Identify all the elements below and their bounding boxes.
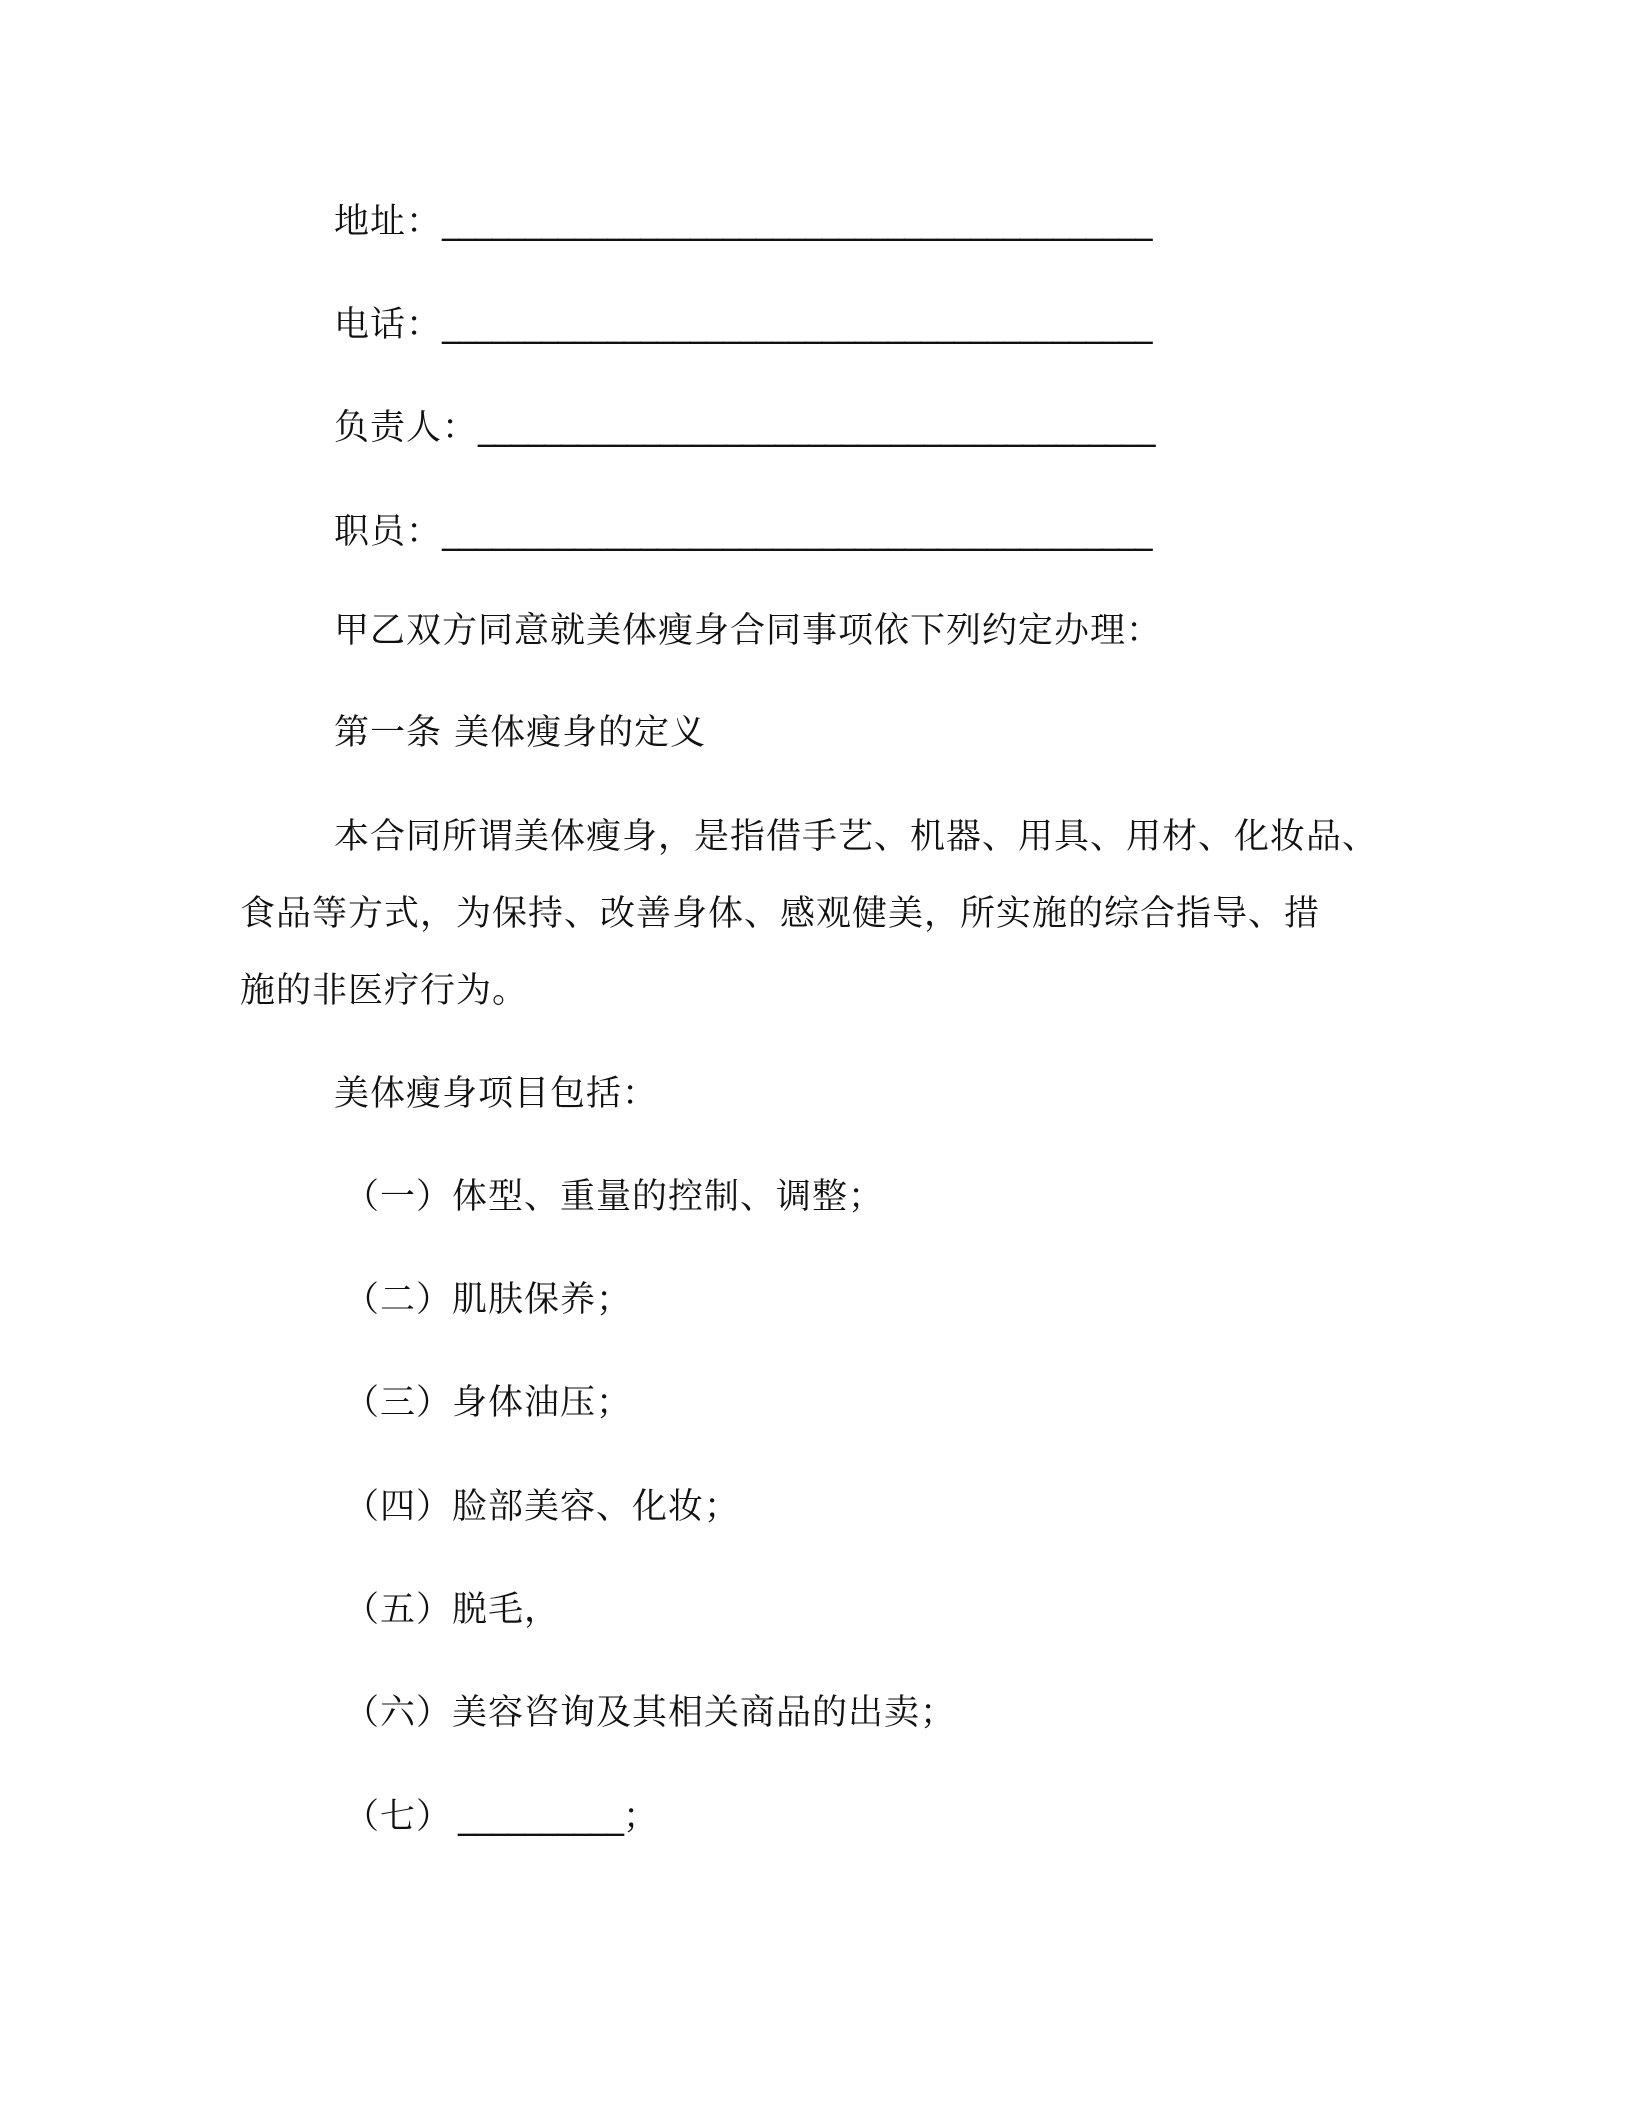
item7-suffix: ； [623,1797,660,1837]
list-item: （四）脸部美容、化妆； [344,1487,741,1527]
address-label: 地址： [334,202,443,242]
item7-blank: __________ [458,1797,624,1837]
definition-line-2: 食品等方式，为保持、改善身体、感观健美，所实施的综合指导、措 [240,894,1321,934]
list-item: （二）肌肤保养； [344,1280,633,1320]
phone-label: 电话： [334,305,443,345]
staff-label: 职员： [334,512,443,552]
list-item-7 [344,1795,659,1839]
phone-field [334,303,1152,347]
responsible-person-blank: _________________________________________ [478,408,1155,448]
responsible-person-label: 负责人： [334,408,479,448]
list-item: （三）身体油压； [344,1383,633,1423]
address-blank: ___________________________________________ [442,202,1152,242]
definition-line-1: 本合同所谓美体瘦身，是指借手艺、机器、用具、用材、化妆品、 [334,817,1379,857]
article1-heading: 第一条 美体瘦身的定义 [334,713,707,753]
address-field [334,200,1152,244]
definition-line-3: 施的非医疗行为。 [240,971,529,1011]
items-intro: 美体瘦身项目包括： [334,1074,659,1114]
list-item: （六）美容咨询及其相关商品的出卖； [344,1693,957,1733]
list-item: （一）体型、重量的控制、调整； [344,1177,885,1217]
phone-blank: ___________________________________________ [442,305,1152,345]
item7-prefix: （七） [344,1797,453,1837]
list-item: （五）脱毛， [344,1590,561,1630]
staff-field [334,510,1152,554]
agreement-intro: 甲乙双方同意就美体瘦身合同事项依下列约定办理： [334,611,1163,651]
responsible-person-field [334,406,1155,450]
staff-blank: ___________________________________________ [442,512,1152,552]
